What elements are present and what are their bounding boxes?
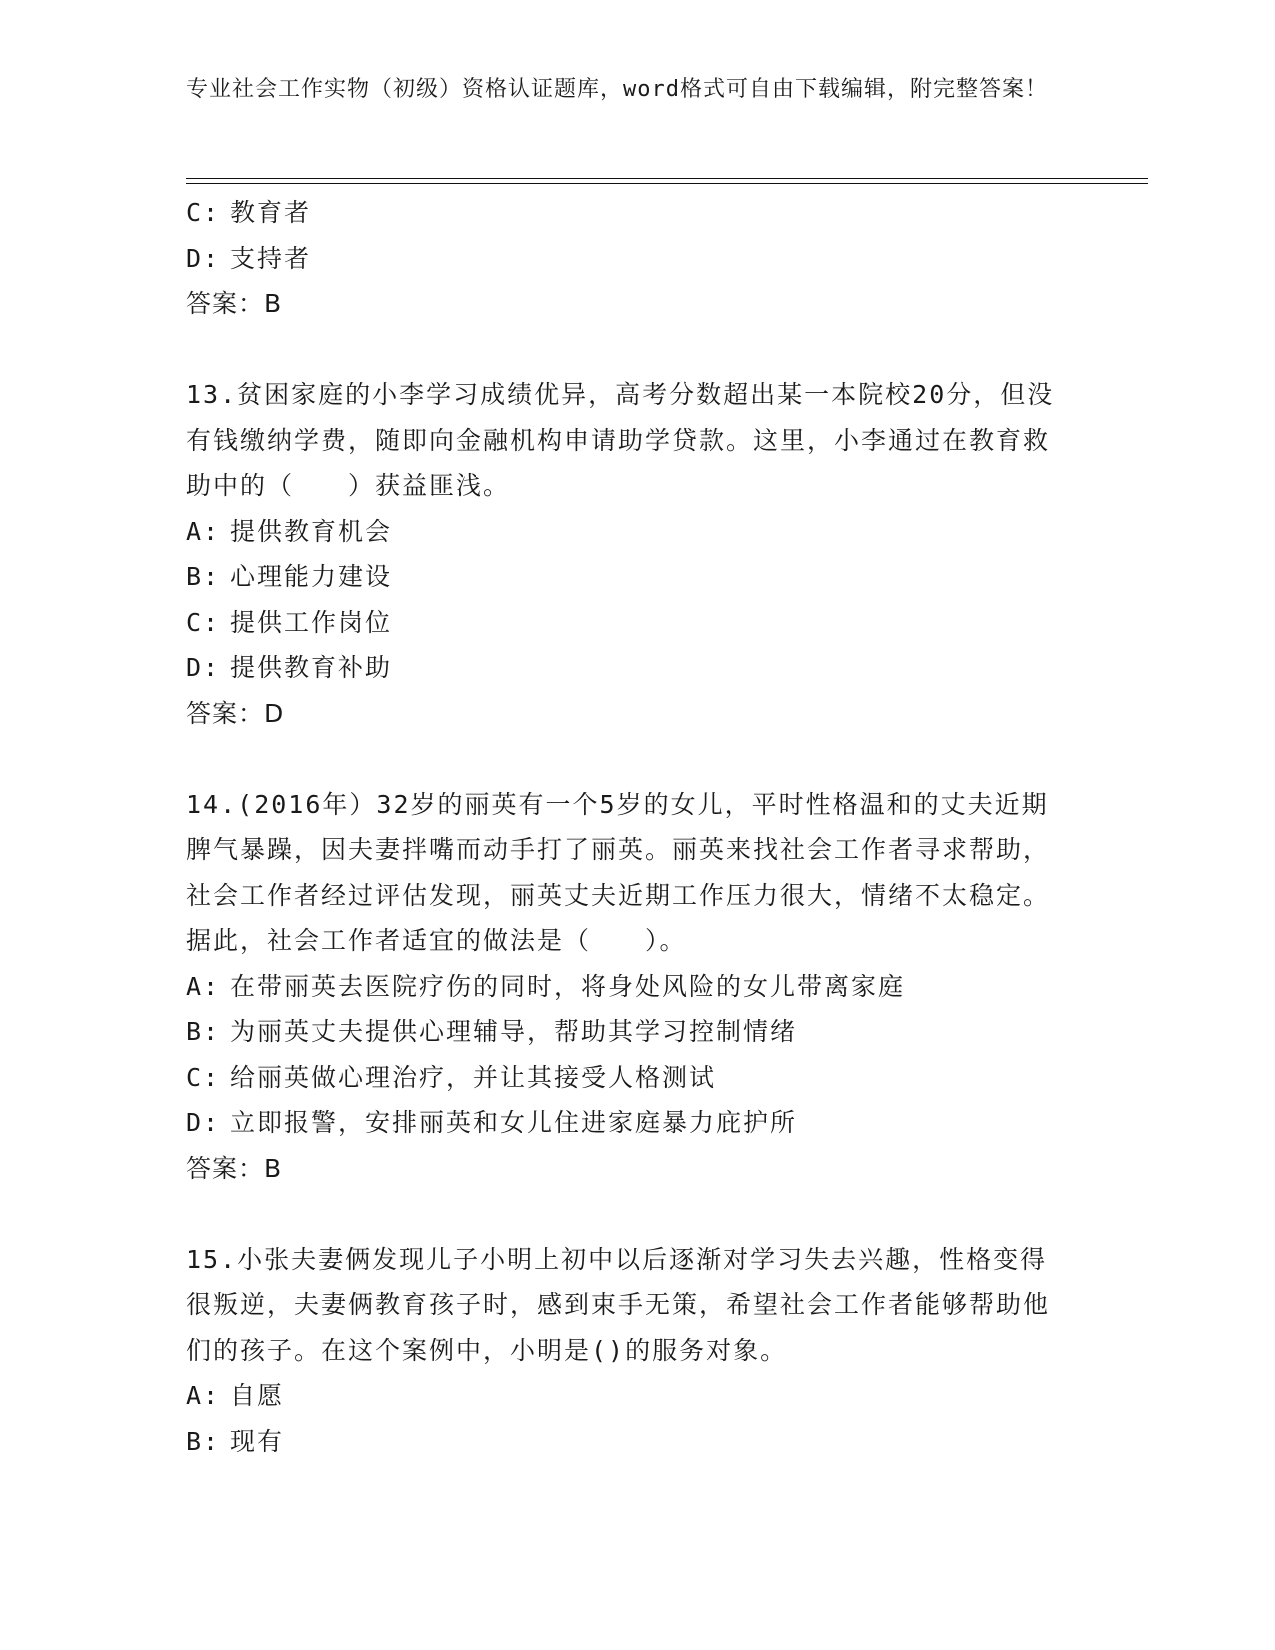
option-a [186, 964, 1066, 1010]
option-label: C: [186, 198, 221, 227]
answer-line: 答案：D [186, 698, 285, 728]
option-label: C: [186, 1062, 221, 1092]
option-label: A: [186, 971, 221, 1001]
option-text: 提供教育补助 [230, 653, 393, 682]
option-c [186, 600, 1066, 646]
spacer [186, 327, 1066, 373]
question-14-stem: 14.(2016年）32岁的丽英有一个5岁的女儿，平时性格温和的丈夫近期脾气暴躁，因夫妻拌嘴而动手打了丽英。丽英来找社会工作者寻求帮助，社会工作者经过评估发现，丽英丈夫近期工作压力很大，情绪不太稳定。据此，社会工作者适宜的做法是（ ）。 [186, 789, 1051, 955]
option-text: 提供工作岗位 [230, 607, 393, 637]
answer-line: 答案：B [186, 1153, 283, 1183]
option-text: 在带丽英去医院疗伤的同时，将身处风险的女儿带离家庭 [230, 971, 906, 1001]
header-divider-bottom [186, 183, 1148, 184]
option-c [186, 1055, 1066, 1101]
option-text: 给丽英做心理治疗，并让其接受人格测试 [230, 1062, 717, 1092]
option-text: 立即报警，安排丽英和女儿住进家庭暴力庇护所 [230, 1108, 798, 1137]
option-text: 现有 [230, 1426, 285, 1456]
question-15-stem: 15.小张夫妻俩发现儿子小明上初中以后逐渐对学习失去兴趣，性格变得很叛逆，夫妻俩教育孩子时，感到束手无策，希望社会工作者能够帮助他们的孩子。在这个案例中，小明是()的服务对象。 [186, 1244, 1051, 1365]
option-label: B: [186, 1426, 221, 1456]
option-label: D: [186, 653, 221, 682]
option-d [186, 1100, 1066, 1146]
document-header: 专业社会工作实物（初级）资格认证题库，word格式可自由下载编辑，附完整答案！ [186, 77, 1048, 102]
option-b [186, 554, 1066, 600]
option-d [186, 236, 1066, 282]
option-a [186, 509, 1066, 555]
option-text: 提供教育机会 [230, 516, 393, 546]
answer-line: 答案：B [186, 289, 283, 318]
option-text: 教育者 [230, 198, 312, 227]
option-b [186, 1419, 1066, 1465]
option-d [186, 645, 1066, 691]
option-label: C: [186, 607, 221, 637]
option-b [186, 1009, 1066, 1055]
question-content [186, 190, 1066, 1464]
option-text: 心理能力建设 [230, 562, 393, 591]
option-text: 支持者 [230, 243, 312, 273]
header-divider-top [186, 178, 1148, 179]
option-a [186, 1373, 1066, 1419]
option-label: A: [186, 516, 221, 546]
question-13-stem: 13.贫困家庭的小李学习成绩优异，高考分数超出某一本院校20分，但没有钱缴纳学费，随即向金融机构申请助学贷款。这里，小李通过在教育救助中的（ ）获益匪浅。 [186, 380, 1055, 500]
option-text: 自愿 [230, 1381, 285, 1410]
option-label: B: [186, 1017, 221, 1046]
option-text: 为丽英丈夫提供心理辅导，帮助其学习控制情绪 [230, 1017, 798, 1046]
option-c [186, 190, 1066, 236]
option-label: D: [186, 243, 221, 273]
spacer [186, 1191, 1066, 1237]
option-label: B: [186, 562, 221, 591]
spacer [186, 736, 1066, 782]
option-label: A: [186, 1381, 221, 1410]
option-label: D: [186, 1108, 221, 1137]
